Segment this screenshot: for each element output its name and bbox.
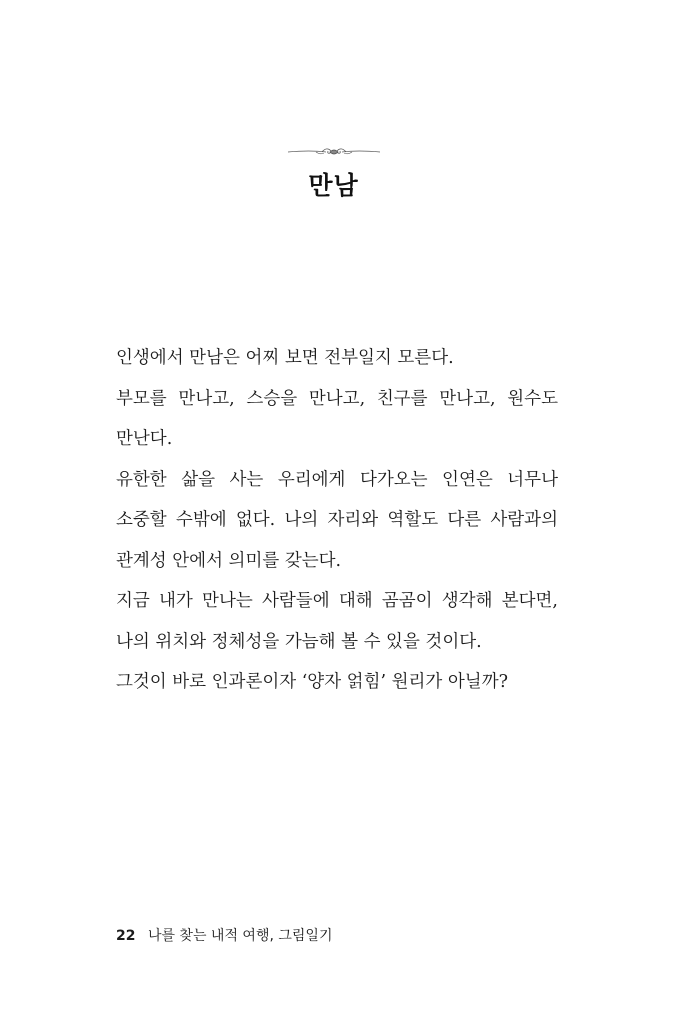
paragraph: 인생에서 만남은 어찌 보면 전부일지 모른다. (116, 348, 454, 368)
paragraph: 지금 내가 만나는 사람들에 대해 곰곰이 생각해 본다면, 나의 위치와 정체성을 가늠해 볼 수 있을 것이다. (116, 591, 558, 652)
body-text (116, 338, 558, 703)
page-footer (116, 925, 332, 945)
book-title: 나를 찾는 내적 여행, 그림일기 (147, 928, 333, 944)
paragraph: 유한한 삶을 사는 우리에게 다가오는 인연은 너무나 소중할 수밖에 없다. 나의 자리와 역할도 다른 사람과의 관계성 안에서 의미를 갖는다. (116, 469, 558, 571)
paragraph: 그것이 바로 인과론이자 ‘양자 얽힘’ 원리가 아닐까? (116, 672, 508, 692)
page-number: 22 (116, 928, 136, 944)
decorative-flourish-icon (286, 144, 382, 160)
paragraph: 부모를 만나고, 스승을 만나고, 친구를 만나고, 원수도 만난다. (116, 388, 558, 449)
page-title: 만남 (308, 171, 359, 200)
